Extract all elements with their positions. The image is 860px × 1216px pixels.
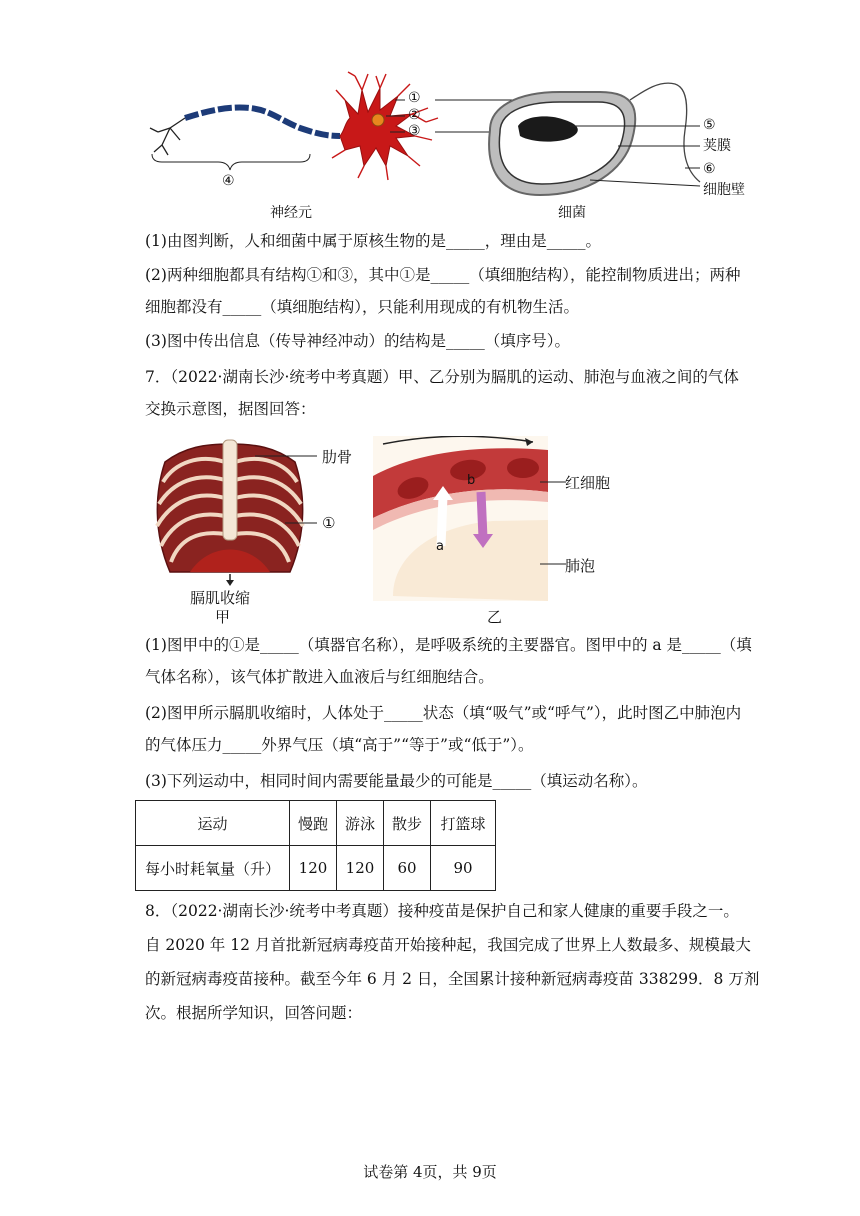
rbc-label: 红细胞 — [565, 474, 611, 492]
label-6: ⑥ — [703, 161, 716, 177]
q7-part1-line1: (1)图甲中的①是_____（填器官名称），是呼吸系统的主要器官。图甲中的 a 是_____（填 — [145, 636, 752, 654]
oxygen-consumption-table — [135, 800, 496, 891]
alveolus-label-a: a — [436, 539, 444, 554]
table-cell: 90 — [431, 846, 496, 891]
q7-title-line2: 交换示意图，据图回答： — [145, 400, 316, 418]
figure-jia: 甲 — [215, 608, 231, 626]
rib-cage-leaders — [255, 450, 325, 530]
table-header-row — [136, 801, 496, 846]
table-row — [136, 846, 496, 891]
alveolus-label: 肺泡 — [565, 557, 596, 575]
lung-label-1: ① — [322, 514, 336, 532]
q6-part2-line2: 细胞都没有_____（填细胞结构），只能利用现成的有机物生活。 — [145, 298, 580, 316]
alveolus-figure — [373, 436, 548, 601]
label-2: ② — [408, 107, 421, 123]
page-footer: 试卷第 4页，共 9页 — [363, 1163, 497, 1181]
label-cell-wall: 细胞壁 — [703, 182, 745, 198]
q7-part2-line2: 的气体压力_____外界气压（填“高于”“等于”或“低于”）。 — [145, 736, 534, 754]
q8-line1: 8．（2022·湖南长沙·统考中考真题）接种疫苗是保护自己和家人健康的重要手段之一。 — [145, 902, 739, 920]
table-cell: 散步 — [384, 801, 431, 846]
label-capsule: 荚膜 — [703, 138, 731, 154]
q8-line4: 次。根据所学知识，回答问题： — [145, 1004, 363, 1022]
neuron-body — [332, 72, 438, 180]
q6-part3: (3)图中传出信息（传导神经冲动）的结构是_____（填序号）。 — [145, 332, 570, 350]
table-cell: 60 — [384, 846, 431, 891]
label-3: ③ — [408, 123, 421, 139]
label-1: ① — [408, 90, 421, 106]
table-cell: 运动 — [136, 801, 290, 846]
q8-line2: 自 2020 年 12 月首批新冠病毒疫苗开始接种起，我国完成了世界上人数最多、规模最大 — [145, 936, 751, 954]
q7-part3: (3)下列运动中，相同时间内需要能量最少的可能是_____（填运动名称）。 — [145, 772, 648, 790]
q8-line3: 的新冠病毒疫苗接种。截至今年 6 月 2 日，全国累计接种新冠病毒疫苗 338299．8 万剂 — [145, 970, 760, 988]
q7-title-line1: 7．（2022·湖南长沙·统考中考真题）甲、乙分别为膈肌的运动、肺泡与血液之间的气体 — [145, 368, 739, 386]
label-5: ⑤ — [703, 117, 716, 133]
diaphragm-caption: 膈肌收缩 — [190, 589, 251, 607]
q6-part1: (1)由图判断，人和细菌中属于原核生物的是_____，理由是_____。 — [145, 232, 601, 250]
bacteria-caption: 细菌 — [558, 205, 586, 221]
q6-part2-line1: (2)两种细胞都具有结构①和③，其中①是_____（填细胞结构），能控制物质进出；两种 — [145, 266, 741, 284]
axon-brace — [152, 154, 310, 170]
alveolus-label-b: b — [467, 473, 476, 488]
bacterium-body — [489, 83, 700, 195]
q7-part2-line1: (2)图甲所示膈肌收缩时，人体处于_____状态（填“吸气”或“呼气”），此时图乙中肺泡内 — [145, 704, 742, 722]
axon — [185, 107, 340, 136]
table-cell: 打篮球 — [431, 801, 496, 846]
table-cell: 120 — [290, 846, 337, 891]
table-cell: 120 — [337, 846, 384, 891]
table-cell: 游泳 — [337, 801, 384, 846]
q7-part1-line2: 气体名称），该气体扩散进入血液后与红细胞结合。 — [145, 668, 494, 686]
table-cell: 慢跑 — [290, 801, 337, 846]
table-cell: 每小时耗氧量（升） — [136, 846, 290, 891]
neuron-caption: 神经元 — [270, 205, 312, 221]
axon-terminal — [150, 118, 185, 155]
label-4: ④ — [222, 173, 235, 189]
rib-label: 肋骨 — [322, 448, 353, 466]
figure-yi: 乙 — [487, 608, 503, 626]
